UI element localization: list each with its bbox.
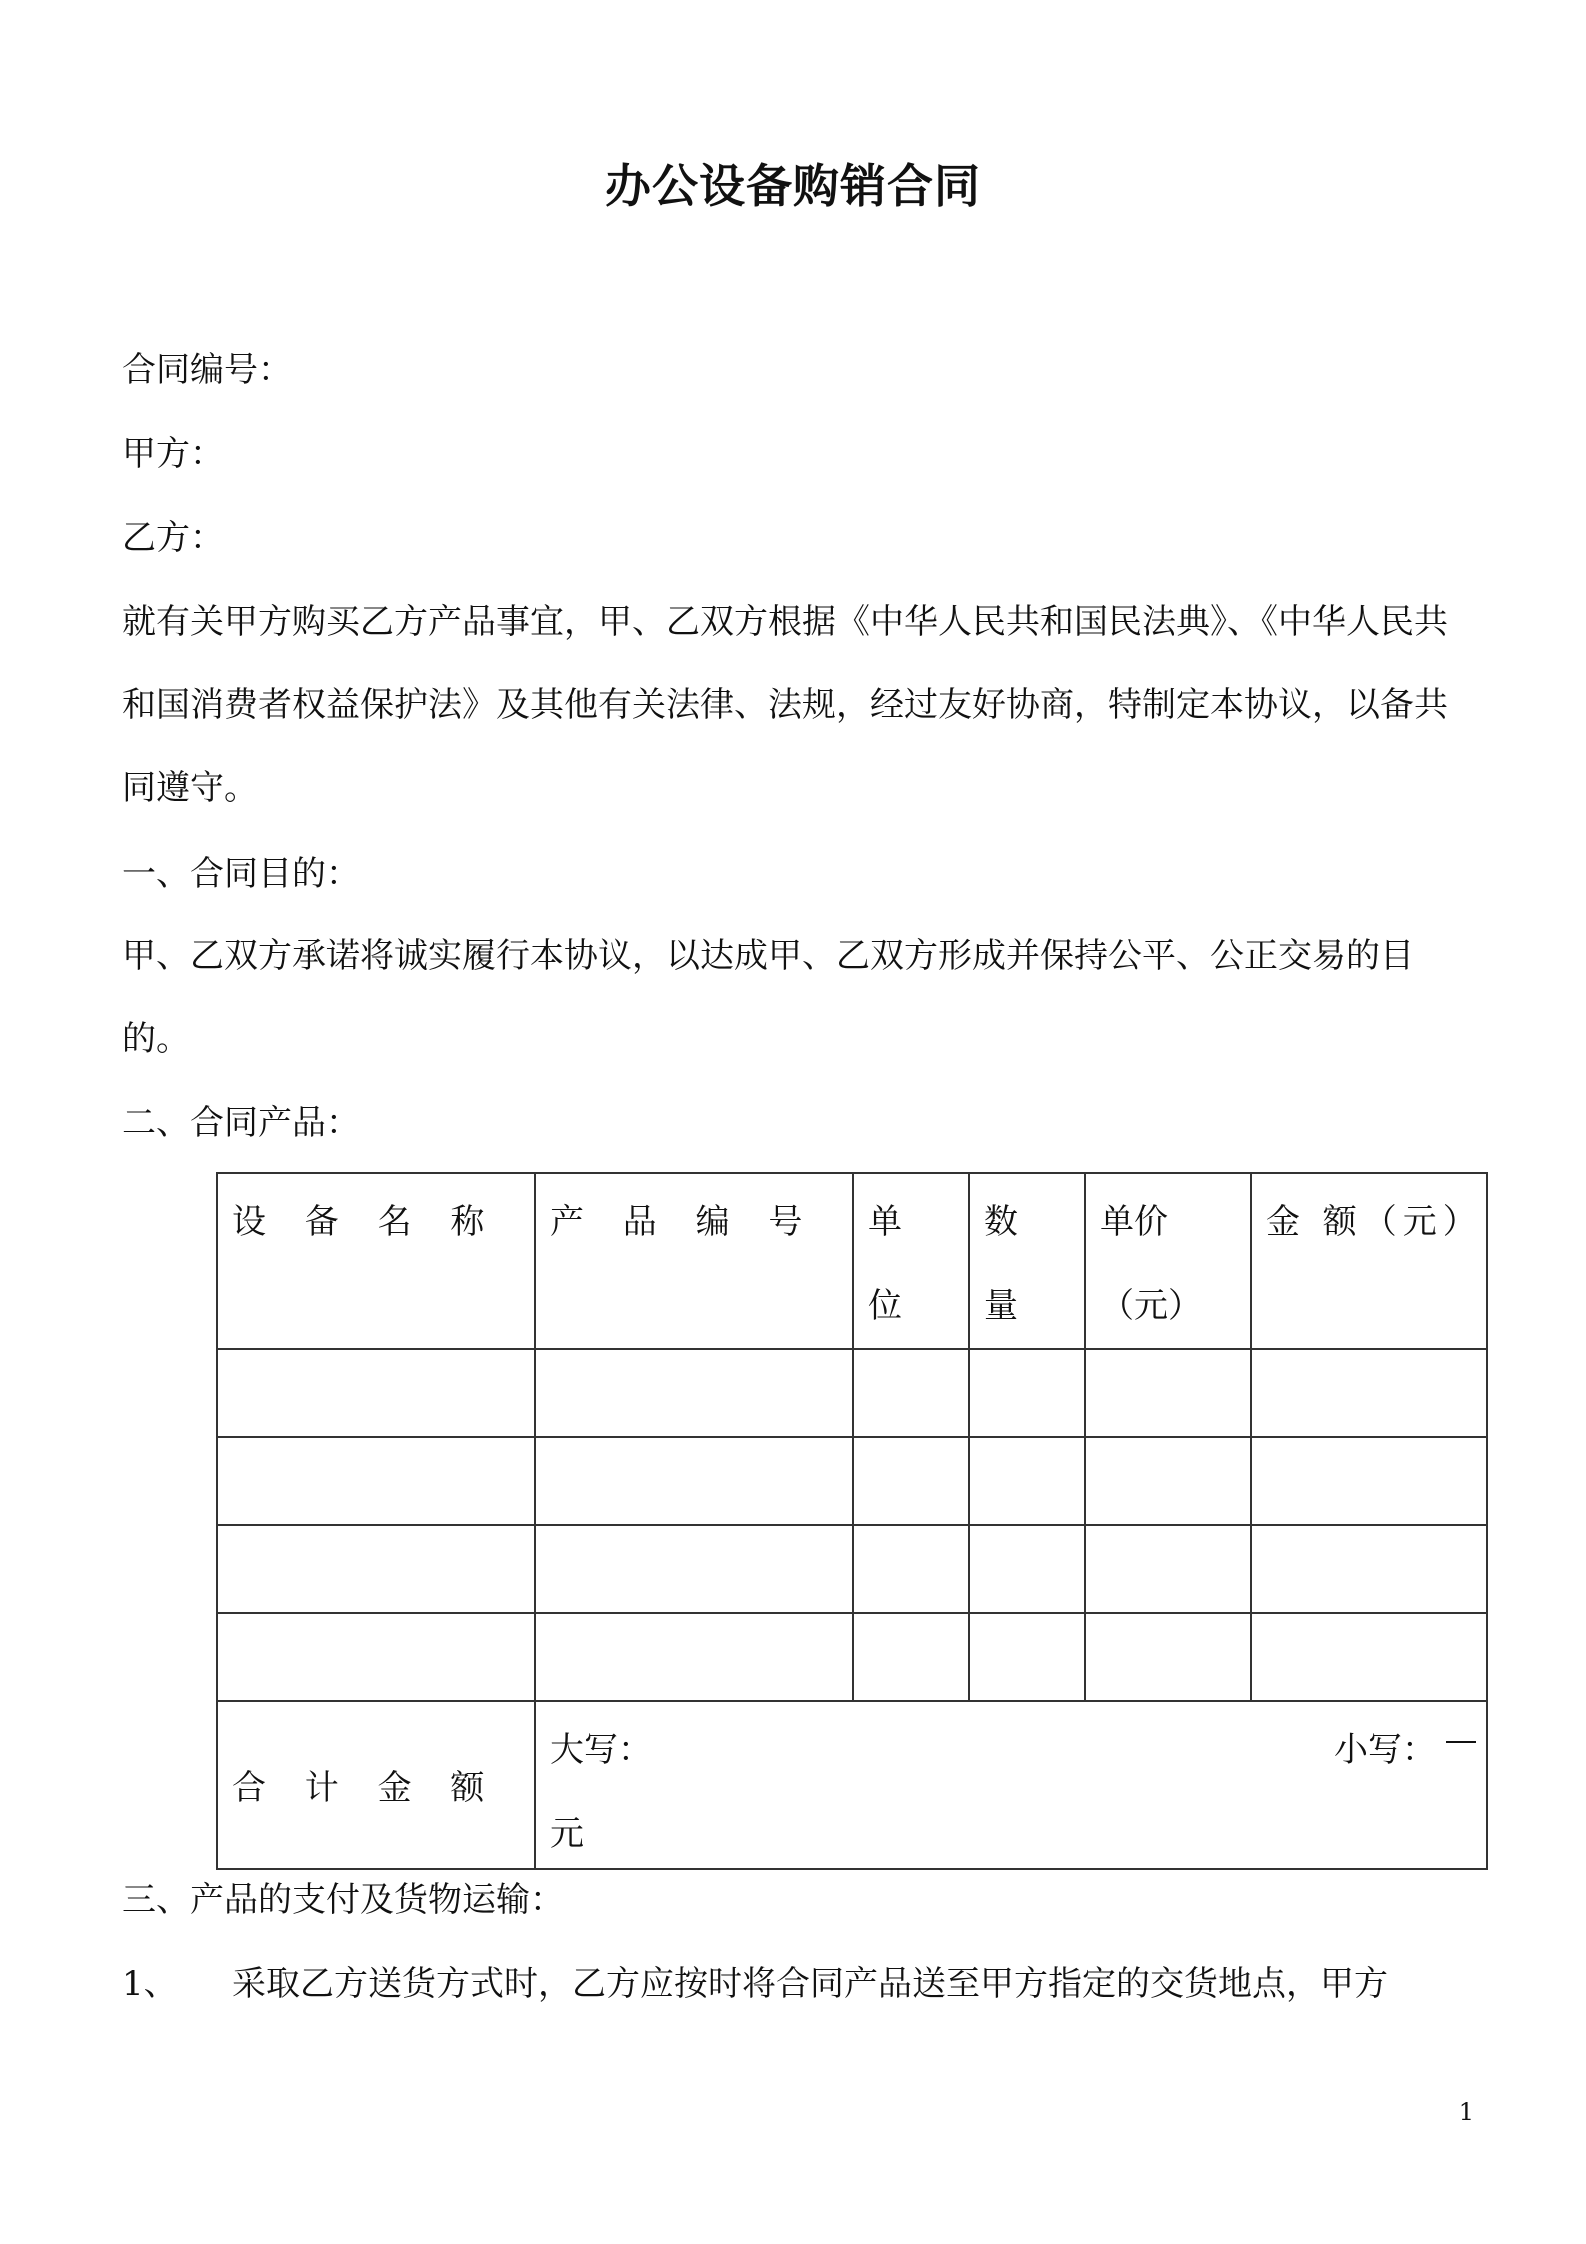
party-a-label: 甲方： [122, 434, 224, 474]
table-row [217, 1525, 1487, 1613]
document-title: 办公设备购销合同 [605, 159, 981, 213]
section2-heading: 二、合同产品： [122, 1103, 360, 1143]
table-cell[interactable] [1085, 1613, 1251, 1701]
header-unit-price-line2: （元） [1100, 1286, 1202, 1326]
table-cell[interactable] [1251, 1613, 1487, 1701]
table-cell[interactable] [217, 1437, 535, 1525]
header-product-code: 产 品 编 号 [535, 1173, 853, 1349]
table-cell[interactable] [1085, 1349, 1251, 1437]
yuan-unit: 元 [550, 1814, 584, 1854]
table-cell[interactable] [535, 1349, 853, 1437]
item1-text: 采取乙方送货方式时，乙方应按时将合同产品送至甲方指定的交货地点，甲方 [232, 1964, 1388, 2004]
header-amount: 金 额（元） [1251, 1173, 1487, 1349]
table-cell[interactable] [969, 1525, 1085, 1613]
table-cell[interactable] [535, 1525, 853, 1613]
table-cell[interactable] [1251, 1525, 1487, 1613]
total-amount-label: 合 计 金 额 [217, 1701, 535, 1869]
contract-number-label: 合同编号： [122, 350, 292, 390]
header-unit-price-line1: 单价 [1100, 1202, 1168, 1242]
intro-paragraph: 就有关甲方购买乙方产品事宜，甲、乙双方根据《中华人民共和国民法典》、《中华人民共和国消费者权益保护法》及其他有关法律、法规，经过友好协商，特制定本协议，以备共同遵守。 [122, 602, 1448, 808]
table-cell[interactable] [969, 1613, 1085, 1701]
item1-number: 1、 [122, 1964, 178, 2004]
table-cell[interactable] [1251, 1437, 1487, 1525]
table-cell[interactable] [853, 1437, 969, 1525]
table-row [217, 1437, 1487, 1525]
table-cell[interactable] [969, 1437, 1085, 1525]
table-cell[interactable] [217, 1613, 535, 1701]
table-header-row [217, 1173, 1487, 1349]
table-cell[interactable] [535, 1437, 853, 1525]
lowercase-amount-label: 小写： [1334, 1730, 1436, 1770]
header-unit-line2: 位 [868, 1286, 902, 1326]
product-table [216, 1172, 1488, 1870]
total-row [217, 1701, 1487, 1869]
table-cell[interactable] [535, 1613, 853, 1701]
uppercase-amount-label: 大写： [550, 1730, 652, 1770]
lowercase-amount-group [1334, 1708, 1476, 1792]
table-cell[interactable] [969, 1349, 1085, 1437]
table-cell[interactable] [217, 1525, 535, 1613]
table-cell[interactable] [1085, 1437, 1251, 1525]
page-number: 1 [1458, 2098, 1474, 2126]
table-row [217, 1613, 1487, 1701]
header-quantity [969, 1173, 1085, 1349]
header-quantity-line2: 量 [984, 1286, 1018, 1326]
section1-heading: 一、合同目的： [122, 854, 360, 894]
table-cell[interactable] [853, 1349, 969, 1437]
amount-blank-line [1446, 1741, 1476, 1743]
total-amount-cell[interactable] [535, 1701, 1487, 1869]
table-cell[interactable] [853, 1613, 969, 1701]
table-row [217, 1349, 1487, 1437]
table-cell[interactable] [1251, 1349, 1487, 1437]
party-b-label: 乙方： [122, 518, 224, 558]
header-unit-price [1085, 1173, 1251, 1349]
header-quantity-line1: 数 [984, 1202, 1018, 1242]
header-unit [853, 1173, 969, 1349]
table-cell[interactable] [217, 1349, 535, 1437]
table-cell[interactable] [853, 1525, 969, 1613]
item1-line [122, 1958, 1472, 2010]
section1-text: 甲、乙双方承诺将诚实履行本协议，以达成甲、乙双方形成并保持公平、公正交易的目的。 [122, 936, 1414, 1059]
table-cell[interactable] [1085, 1525, 1251, 1613]
header-unit-line1: 单 [868, 1202, 902, 1242]
header-equipment-name: 设 备 名 称 [217, 1173, 535, 1349]
section3-heading: 三、产品的支付及货物运输： [122, 1880, 564, 1920]
